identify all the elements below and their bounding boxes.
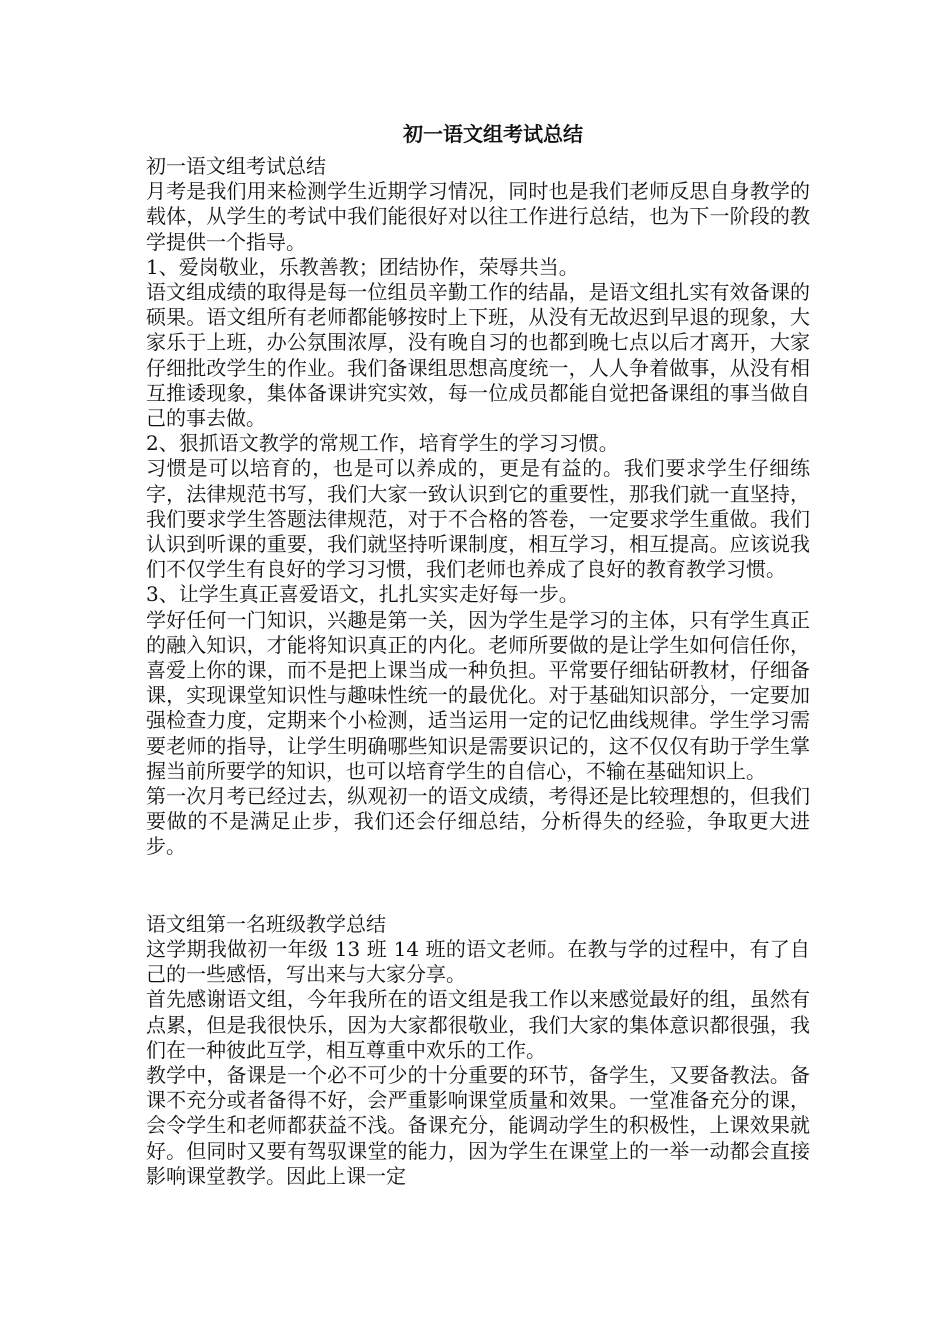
paragraph: 教学中，备课是一个必不可少的十分重要的环节，备学生，又要备教法。备课不充分或者备得不好，会严重影响课堂质量和效果。一堂准备充分的课，会令学生和老师都获益不浅。备课充分，能调动学生的积极性，上课效果就好。但同时又要有驾驭课堂的能力，因为学生在课堂上的一举一动都会直接影响课堂教学。因此上课一定	[146, 1062, 810, 1188]
section-heading: 语文组第一名班级教学总结	[146, 911, 386, 936]
section-heading: 初一语文组考试总结	[146, 154, 326, 178]
point-heading-1: 1、爱岗敬业，乐教善教；团结协作，荣辱共当。	[146, 254, 579, 279]
paragraph: 学好任何一门知识，兴趣是第一关，因为学生是学习的主体，只有学生真正的融入知识，才能将知识真正的内化。老师所要做的是让学生如何信任你，喜爱上你的课，而不是把上课当成一种负担。平常要仔细钻研教材，仔细备课，实现课堂知识性与趣味性统一的最优化。对于基础知识部分，一定要加强检查力度，定期来个小检测，适当运用一定的记忆曲线规律。学生学习需要老师的指导，让学生明确哪些知识是需要识记的，这不仅仅有助于学生掌握当前所要学的知识，也可以培育学生的自信心，不输在基础知识上。	[146, 607, 810, 783]
paragraph: 月考是我们用来检测学生近期学习情况，同时也是我们老师反思自身教学的载体，从学生的考试中我们能很好对以往工作进行总结，也为下一阶段的教学提供一个指导。	[146, 179, 810, 254]
paragraph: 这学期我做初一年级 13 班 14 班的语文老师。在教与学的过程中，有了自己的一些感悟，写出来与大家分享。	[146, 936, 810, 987]
paragraph: 语文组成绩的取得是每一位组员辛勤工作的结晶，是语文组扎实有效备课的硕果。语文组所有老师都能够按时上下班，从没有无故迟到早退的现象，大家乐于上班，办公氛围浓厚，没有晚自习的也都到晚七点以后才离开，大家仔细批改学生的作业。我们备课组思想高度统一，人人争着做事，从没有相互推诿现象，集体备课讲究实效，每一位成员都能自觉把备课组的事当做自己的事去做。	[146, 280, 810, 431]
point-heading-2: 2、狠抓语文教学的常规工作，培育学生的学习习惯。	[146, 431, 619, 456]
paragraph: 第一次月考已经过去，纵观初一的语文成绩，考得还是比较理想的，但我们要做的不是满足止步，我们还会仔细总结，分析得失的经验，争取更大进步。	[146, 784, 810, 859]
paragraph: 习惯是可以培育的，也是可以养成的，更是有益的。我们要求学生仔细练字，法律规范书写，我们大家一致认识到它的重要性，那我们就一直坚持，我们要求学生答题法律规范，对于不合格的答卷，一定要求学生重做。我们认识到听课的重要，我们就坚持听课制度，相互学习，相互提高。应该说我们不仅学生有良好的学习习惯，我们老师也养成了良好的教育教学习惯。	[146, 456, 810, 582]
section-gap	[146, 860, 810, 912]
point-heading-3: 3、让学生真正喜爱语文，扎扎实实走好每一步。	[146, 582, 579, 607]
paragraph: 首先感谢语文组，今年我所在的语文组是我工作以来感觉最好的组，虽然有点累，但是我很快乐，因为大家都很敬业，我们大家的集体意识都很强，我们在一种彼此互学，相互尊重中欢乐的工作。	[146, 987, 810, 1062]
document-title: 初一语文组考试总结	[403, 122, 583, 146]
document-page	[146, 120, 810, 1189]
